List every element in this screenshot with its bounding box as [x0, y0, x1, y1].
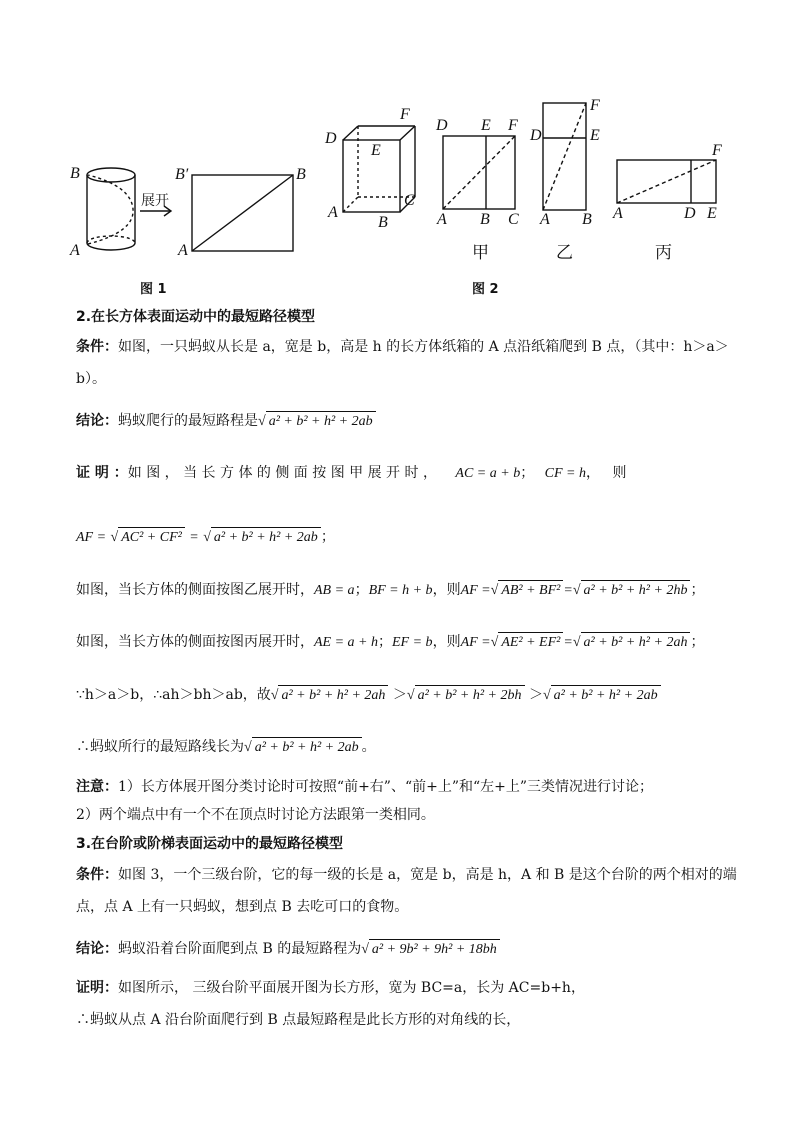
af-left: AF =	[76, 530, 107, 545]
unfolded-rectangle	[192, 175, 293, 251]
note-1: 1）长方体展开图分类讨论时可按照“前+右”、“前+上”和“左+上”三类情况进行讨论；	[118, 779, 654, 795]
bing-label-d: D	[684, 205, 696, 222]
yi-bf: BF = h + b	[368, 583, 433, 598]
yi-sqrt-1: √ AB² + BF²	[491, 583, 564, 598]
cuboid-label-f: F	[400, 106, 410, 123]
section2-conclusion	[76, 411, 376, 432]
proof-text: 如 图 ， 当 长 方 体 的 侧 面 按 图 甲 展 开 时 ，	[127, 465, 437, 481]
net-bing	[617, 160, 716, 203]
section2-proof: 证 明 ：如 图 ， 当 长 方 体 的 侧 面 按 图 甲 展 开 时 ， AC = a + b； CF = h， 则	[76, 465, 627, 481]
yi-af: AF =	[460, 583, 491, 598]
jia-label-d: D	[436, 117, 448, 134]
therefore-sqrt: √ a² + b² + h² + 2ab	[244, 740, 362, 755]
yi-label-f: F	[590, 97, 600, 114]
s3-proof-label: 证明：	[76, 980, 118, 996]
cuboid-label-a: A	[328, 204, 338, 221]
section3-last-line: ∴蚂蚁从点 A 沿台阶面爬行到 B 点最短路程是此长方形的对角线的长，	[76, 1012, 521, 1028]
since-sqrt-1: √ a² + b² + h² + 2ah	[271, 688, 389, 703]
since-gt-2: ＞	[528, 687, 543, 703]
bing-label-f: F	[712, 142, 722, 159]
af-sqrt-1: √ AC² + CF²	[111, 530, 185, 545]
therefore-text: ∴蚂蚁所行的最短路线长为	[76, 739, 244, 755]
jia-name: 甲	[472, 243, 489, 262]
since-sqrt-2: √ a² + b² + h² + 2bh	[407, 688, 525, 703]
yi-label-a: A	[540, 211, 550, 228]
fig1-label-bprime: B′	[175, 166, 189, 183]
proof-then: 则	[612, 465, 627, 481]
note-label: 注意：	[76, 779, 118, 795]
cylinder-figure	[87, 168, 135, 250]
therefore-end: 。	[361, 739, 376, 755]
net-jia	[443, 136, 515, 209]
conclusion-text: 蚂蚁爬行的最短路程是	[118, 413, 258, 429]
section3-condition	[76, 865, 737, 885]
cuboid-label-e: E	[371, 142, 381, 159]
fig1-label-a2: A	[178, 242, 188, 259]
s3-conclusion-formula: √ a² + 9b² + 9h² + 18bh	[361, 942, 500, 957]
proof-af-line	[76, 527, 335, 548]
proof-yi-line: 如图，当长方体的侧面按图乙展开时，AB = a；BF = h + b，则AF =√ AB² + BF² =√ a² + b² + h² + 2hb ；	[76, 580, 704, 601]
yi-end: ；	[690, 582, 705, 598]
fig1-label-b2: B	[296, 166, 306, 183]
note-line-1	[76, 777, 653, 797]
bing-sqrt-2: √ a² + b² + h² + 2ah	[573, 635, 691, 650]
section2-condition-cont: b）。	[76, 371, 106, 387]
fig1-label-b: B	[70, 165, 80, 182]
yi-ab: AB = a	[314, 583, 355, 598]
section2-heading: 2.在长方体表面运动中的最短路径模型	[76, 309, 316, 325]
proof-ac: AC = a + b	[455, 466, 521, 481]
section3-heading: 3.在台阶或阶梯表面运动中的最短路径模型	[76, 836, 344, 852]
bing-eq: =	[563, 635, 573, 650]
cuboid-label-b: B	[378, 214, 388, 231]
bing-af: AF =	[460, 635, 491, 650]
bing-sqrt-1: √ AE² + EF²	[491, 635, 564, 650]
s3-condition-label: 条件：	[76, 867, 118, 883]
bing-ae: AE = a + h	[314, 635, 378, 650]
jia-label-c: C	[508, 211, 519, 228]
since-text: ∵h＞a＞b，∴ah＞bh＞ab，故	[76, 687, 271, 703]
bing-label-a: A	[613, 205, 623, 222]
since-gt-1: ＞	[392, 687, 407, 703]
figure-caption-1: 图 1	[140, 282, 167, 297]
yi-label-d: D	[530, 127, 542, 144]
bing-label-e: E	[707, 205, 717, 222]
jia-label-f: F	[508, 117, 518, 134]
jia-label-b: B	[480, 211, 490, 228]
proof-label: 证 明 ：	[76, 465, 128, 481]
s3-condition-text: 如图 3，一个三级台阶，它的每一级的长是 a，宽是 b，高是 h，A 和 B 是这个台阶的两个相对的端	[118, 867, 737, 883]
note-line-2: 2）两个端点中有一个不在顶点时讨论方法跟第一类相同。	[76, 807, 435, 823]
since-line	[76, 685, 661, 706]
af-sqrt-2: √ a² + b² + h² + 2ab	[203, 530, 321, 545]
section2-condition	[76, 337, 729, 357]
conclusion-formula: √ a² + b² + h² + 2ab	[258, 414, 376, 429]
bing-then: 则	[446, 634, 461, 650]
since-sqrt-3: √ a² + b² + h² + 2ab	[543, 688, 661, 703]
proof-cf: CF = h	[544, 466, 586, 481]
condition-label: 条件：	[76, 339, 118, 355]
yi-label-b: B	[582, 211, 592, 228]
bing-text: 如图，当长方体的侧面按图丙展开时，	[76, 634, 314, 650]
fig1-label-a: A	[70, 242, 80, 259]
proof-bing-line: 如图，当长方体的侧面按图丙展开时，AE = a + h；EF = b，则AF =√ AE² + EF² =√ a² + b² + h² + 2ah ；	[76, 632, 704, 653]
yi-then: 则	[446, 582, 461, 598]
s3-conclusion-text: 蚂蚁沿着台阶面爬到点 B 的最短路程为	[118, 941, 362, 957]
yi-sqrt-2: √ a² + b² + h² + 2hb	[573, 583, 691, 598]
therefore-line	[76, 737, 376, 758]
bing-end: ；	[690, 634, 705, 650]
section3-conclusion	[76, 939, 500, 960]
af-eq: =	[189, 530, 199, 545]
figure-area	[0, 0, 800, 300]
cuboid-label-d: D	[325, 130, 337, 147]
yi-label-e: E	[590, 127, 600, 144]
section3-condition-cont: 点，点 A 上有一只蚂蚁，想到点 B 去吃可口的食物。	[76, 899, 409, 915]
bing-name: 丙	[655, 243, 672, 262]
section3-proof	[76, 978, 585, 998]
bing-ef: EF = b	[392, 635, 433, 650]
cuboid-label-c: C	[404, 192, 415, 209]
fig1-arrow-text: 展开	[141, 194, 169, 209]
jia-label-e: E	[481, 117, 491, 134]
condition-text: 如图，一只蚂蚁从长是 a，宽是 b，高是 h 的长方体纸箱的 A 点沿纸箱爬到 B 点，（其中：h＞a＞	[118, 339, 729, 355]
yi-name: 乙	[556, 243, 573, 262]
conclusion-label: 结论：	[76, 413, 118, 429]
af-end: ；	[320, 529, 335, 545]
jia-label-a: A	[437, 211, 447, 228]
yi-eq: =	[563, 583, 573, 598]
s3-conclusion-label: 结论：	[76, 941, 118, 957]
net-yi	[543, 103, 586, 210]
figure-caption-2: 图 2	[472, 282, 499, 297]
yi-text: 如图，当长方体的侧面按图乙展开时，	[76, 582, 314, 598]
s3-proof-text: 如图所示， 三级台阶平面展开图为长方形，宽为 BC=a，长为 AC=b+h，	[118, 980, 585, 996]
